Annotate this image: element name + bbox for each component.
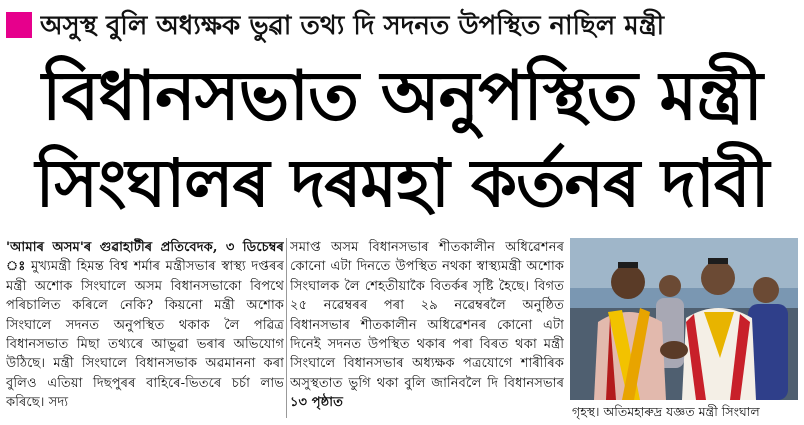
column-divider <box>286 238 287 418</box>
article-col1-text: মুখ্যমন্ত্ৰী হিমন্ত বিশ্ব শৰ্মাৰ মন্ত্ৰীসভাৰ স্বাস্থ্য দপ্তৰৰ মন্ত্ৰী অশোক সিংঘালে অসম বিধানসভাকো বিপথে পৰিচালিত কৰিলে নেকি? কিয়নো মন্ত্ৰী অশোক সিংঘালে সদনত অনুপস্থিত থকাক লৈ পৱিত্ৰ বিধানসভাত মিছা তথ্যৰে আভুৱা ভৰাৰ অভিযোগ উঠিছে। মন্ত্ৰী সিংঘালে বিধানসভাক অৱমাননা কৰা বুলিও এতিয়া দিছপুৰৰ বাহিৰে-ভিতৰে চৰ্চা লাভ কৰিছে। সদ্য <box>6 259 284 411</box>
news-photo <box>570 238 798 400</box>
article-col2-text: সমাপ্ত অসম বিধানসভাৰ শীতকালীন অধিৱেশনৰ কোনো এটা দিনতে উপস্থিত নথকা স্বাস্থ্যমন্ত্ৰী অশোক সিংঘালক লৈ শেহতীয়াকৈ বিতৰ্কৰ সৃষ্টি হৈছে। বিগত ২৫ নৱেম্বৰৰ পৰা ২৯ নৱেম্বৰলৈ অনুষ্ঠিত বিধানসভাৰ শীতকালীন অধিৱেশনৰ কোনো এটা দিনেই সদনত উপস্থিত থকাৰ পৰা বিৰত থকা মন্ত্ৰী সিংঘালে বিধানসভাৰ অধ্যক্ষক পত্ৰযোগে শাৰীৰিক অসুস্থতাত ভুগি থকা বুলি জানিবলৈ দি বিধানসভাৰ <box>290 240 564 391</box>
headline-line-2: সিংঘালৰ দৰমহা কৰ্তনৰ দাবী <box>35 145 769 222</box>
photo-illustration <box>570 238 798 400</box>
article-dateline: 'আমাৰ অসম'ৰ গুৱাহাটীৰ প্ৰতিবেদক, ৩ ডিচেম্বৰ ঃ <box>6 240 284 275</box>
photo-caption: গৃহস্থ। অতিমহাৰুদ্ৰ যজ্ঞত মন্ত্ৰী সিংঘাল <box>572 404 760 419</box>
article-column-1 <box>6 238 284 422</box>
headline-line-1: বিধানসভাত অনুপস্থিত মন্ত্ৰী <box>42 57 762 136</box>
kicker-marker <box>6 12 32 38</box>
continued-on-page: ১৩ পৃষ্ঠাত <box>290 395 343 411</box>
kicker-headline: অসুস্থ বুলি অধ্যক্ষক ভুৱা তথ্য দি সদনত উপস্থিত নাছিল মন্ত্ৰী <box>40 11 665 41</box>
article-column-2 <box>290 238 564 422</box>
